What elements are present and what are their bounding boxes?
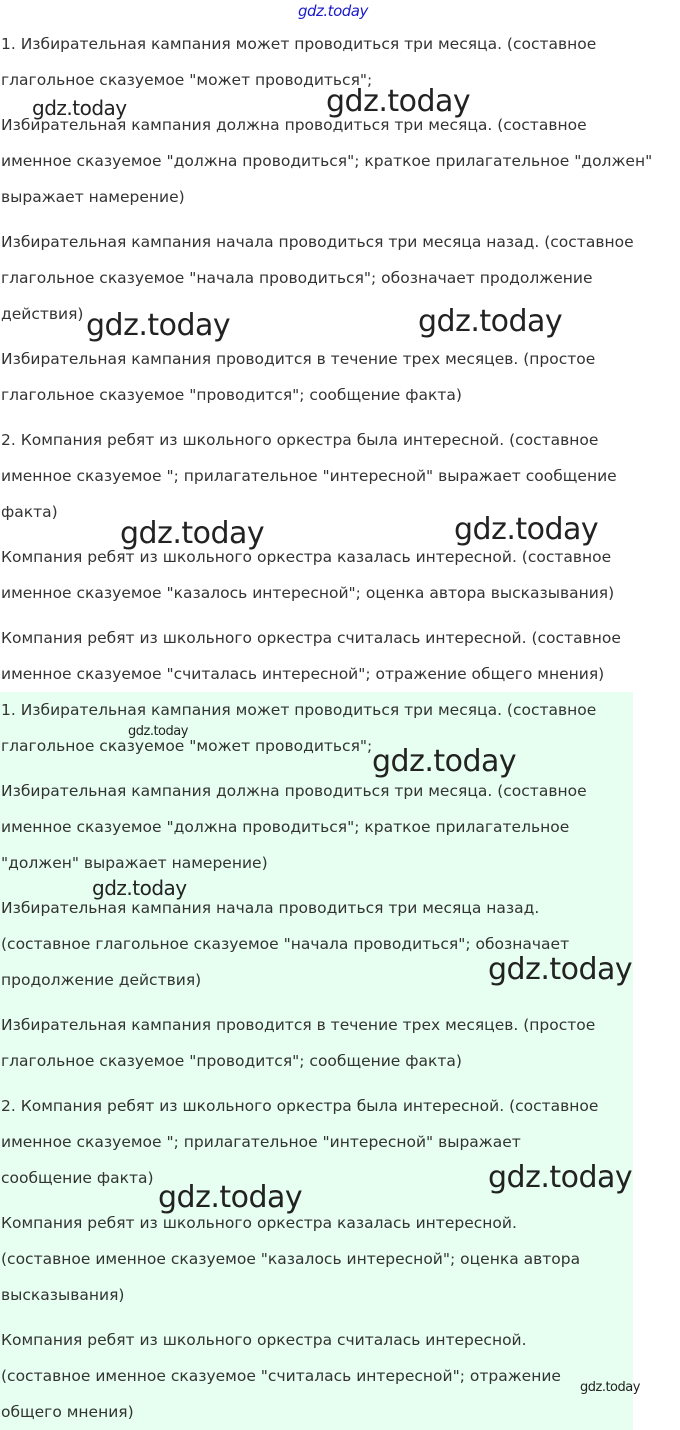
text-line: "должен" выражает намерение): [1, 854, 268, 872]
watermark-text: gdz.today: [120, 516, 265, 551]
text-line: Компания ребят из школьного оркестра казалась интересной. (составное: [1, 548, 612, 566]
text-line: именное сказуемое "считалась интересной"; отражение общего мнения): [1, 665, 605, 683]
paragraph: [1, 1322, 633, 1430]
text-line: факта): [1, 503, 58, 521]
paragraph: [1, 107, 680, 215]
text-line: Избирательная кампания должна проводиться три месяца. (составное: [1, 782, 587, 800]
watermark-text: gdz.today: [92, 876, 187, 900]
text-line: именное сказуемое "; прилагательное "интересной" выражает сообщение: [1, 467, 617, 485]
text-line: глагольное сказуемое "начала проводиться"; обозначает продолжение: [1, 269, 593, 287]
watermark-text: gdz.today: [32, 96, 127, 120]
text-line: Избирательная кампания проводится в течение трех месяцев. (простое: [1, 350, 596, 368]
text-line: Избирательная кампания проводится в течение трех месяцев. (простое: [1, 1016, 596, 1034]
text-line: Избирательная кампания начала проводиться три месяца назад.: [1, 899, 540, 917]
watermark-text: gdz.today: [580, 1380, 640, 1395]
text-line: глагольное сказуемое "может проводиться";: [1, 737, 373, 755]
text-line: сообщение факта): [1, 1169, 154, 1187]
watermark-text: gdz.today: [86, 308, 231, 343]
text-line: Избирательная кампания должна проводиться три месяца. (составное: [1, 116, 587, 134]
text-line: выражает намерение): [1, 188, 185, 206]
text-line: именное сказуемое "должна проводиться"; краткое прилагательное: [1, 818, 570, 836]
text-line: продолжение действия): [1, 971, 202, 989]
text-line: глагольное сказуемое "может проводиться";: [1, 71, 373, 89]
text-line: именное сказуемое "; прилагательное "интересной" выражает: [1, 1133, 521, 1151]
text-line: высказывания): [1, 1286, 125, 1304]
watermark-text: gdz.today: [488, 1160, 633, 1195]
watermark-text: gdz.today: [418, 304, 563, 339]
watermark-text: gdz.today: [454, 512, 599, 547]
paragraph: [1, 341, 680, 413]
header-watermark: gdz.today: [298, 2, 368, 20]
paragraph: [1, 773, 633, 881]
text-line: именное сказуемое "казалось интересной"; оценка автора высказывания): [1, 584, 615, 602]
text-line: общего мнения): [1, 1403, 134, 1421]
text-line: Компания ребят из школьного оркестра считалась интересной. (составное: [1, 629, 621, 647]
watermark-text: gdz.today: [488, 952, 633, 987]
text-line: глагольное сказуемое "проводится"; сообщение факта): [1, 386, 462, 404]
text-line: Компания ребят из школьного оркестра считалась интересной.: [1, 1331, 527, 1349]
text-line: именное сказуемое "должна проводиться"; краткое прилагательное "должен": [1, 152, 653, 170]
text-line: (составное глагольное сказуемое "начала проводиться"; обозначает: [1, 935, 570, 953]
paragraph: [1, 1205, 633, 1313]
answer-block-highlighted: [0, 692, 633, 1430]
text-line: Избирательная кампания начала проводиться три месяца назад. (составное: [1, 233, 634, 251]
text-line: действия): [1, 305, 84, 323]
watermark-text: gdz.today: [326, 84, 471, 119]
text-line: 2. Компания ребят из школьного оркестра была интересной. (составное: [1, 1097, 599, 1115]
text-line: 1. Избирательная кампания может проводиться три месяца. (составное: [1, 701, 597, 719]
text-line: Компания ребят из школьного оркестра казалась интересной.: [1, 1214, 517, 1232]
text-line: 2. Компания ребят из школьного оркестра была интересной. (составное: [1, 431, 599, 449]
text-line: (составное именное сказуемое "казалось интересной"; оценка автора: [1, 1250, 581, 1268]
watermark-text: gdz.today: [372, 744, 517, 779]
text-line: 1. Избирательная кампания может проводиться три месяца. (составное: [1, 35, 597, 53]
text-line: (составное именное сказуемое "считалась интересной"; отражение: [1, 1367, 561, 1385]
text-line: глагольное сказуемое "проводится"; сообщение факта): [1, 1052, 462, 1070]
paragraph: [1, 539, 680, 611]
paragraph: [1, 620, 680, 692]
paragraph: [1, 692, 633, 764]
paragraph: [1, 1007, 633, 1079]
watermark-text: gdz.today: [158, 1180, 303, 1215]
answer-block-primary: [0, 26, 680, 701]
watermark-text: gdz.today: [128, 724, 188, 739]
